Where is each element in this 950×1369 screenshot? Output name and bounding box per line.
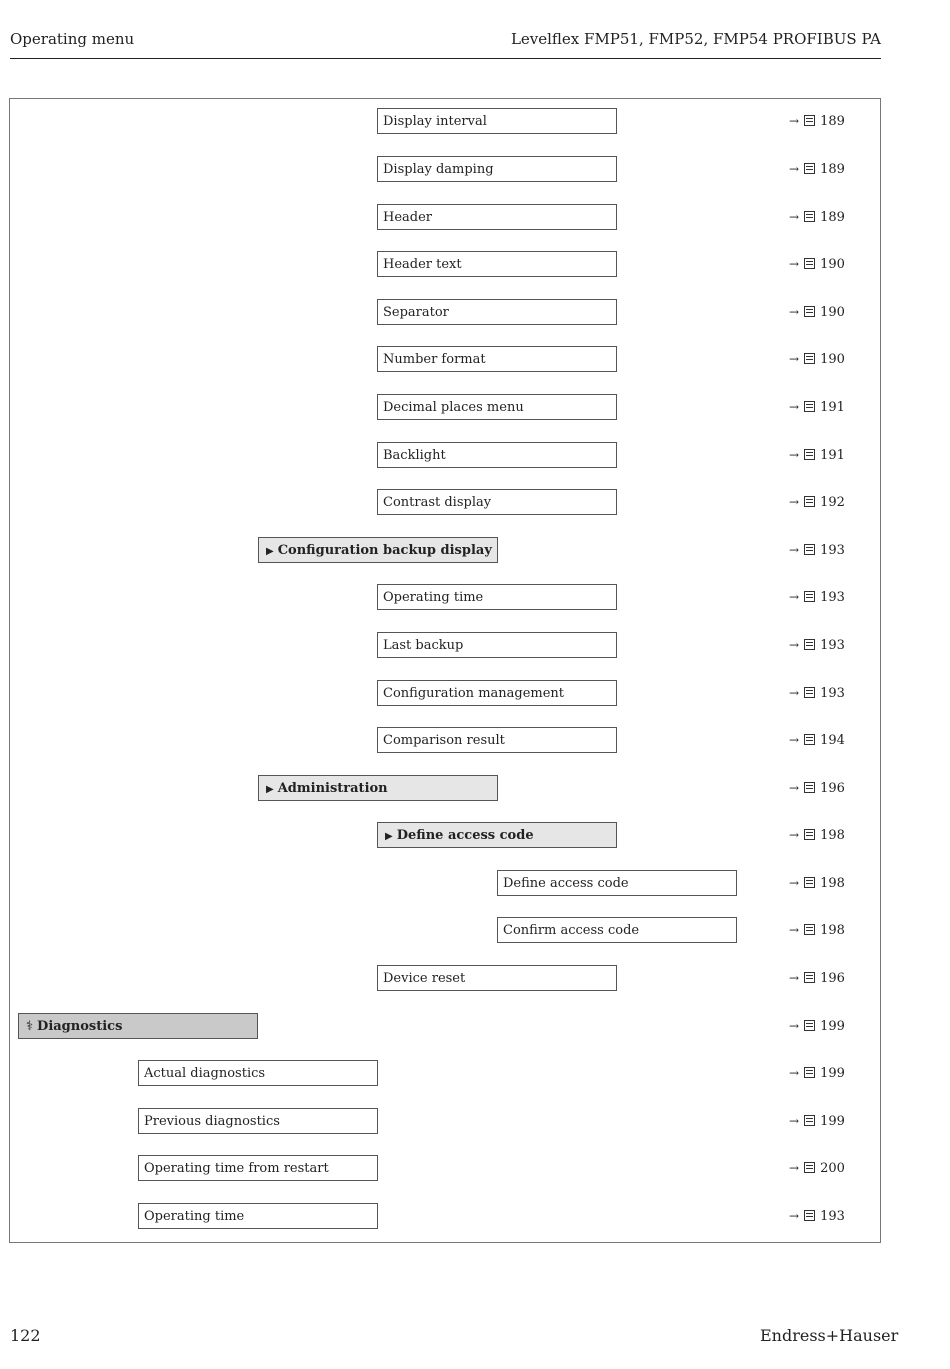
menu-item-decimal-places-menu[interactable] <box>377 394 617 420</box>
page-ref-number: 198 <box>820 923 845 938</box>
page-ref-number: 194 <box>820 733 845 748</box>
page-ref[interactable] <box>789 727 845 753</box>
menu-item-operating-time-from-restart[interactable] <box>138 1155 378 1181</box>
page-ref[interactable] <box>789 917 845 943</box>
submenu-label: Configuration backup display <box>277 543 492 558</box>
page-ref-number: 189 <box>820 162 845 177</box>
item-label: Configuration management <box>383 686 565 701</box>
page-ref-number: 199 <box>820 1114 845 1129</box>
book-icon <box>804 353 815 364</box>
item-label: Confirm access code <box>503 923 640 938</box>
page-ref[interactable] <box>789 537 845 563</box>
book-icon <box>804 782 815 793</box>
header-section-title: Operating menu <box>10 30 135 48</box>
menu-item-header[interactable] <box>377 204 617 230</box>
page-ref[interactable] <box>789 156 845 182</box>
triangle-right-icon: ▶ <box>266 546 274 557</box>
page-ref[interactable] <box>789 1060 845 1086</box>
page-ref-number: 189 <box>820 210 845 225</box>
item-label: Previous diagnostics <box>144 1114 280 1129</box>
arrow-right-icon: → <box>789 923 800 937</box>
item-label: Number format <box>383 352 486 367</box>
arrow-right-icon: → <box>789 686 800 700</box>
menu-item-number-format[interactable] <box>377 346 617 372</box>
triangle-right-icon: ▶ <box>385 831 393 842</box>
menu-item-configuration-management[interactable] <box>377 680 617 706</box>
book-icon <box>804 449 815 460</box>
menu-item-actual-diagnostics[interactable] <box>138 1060 378 1086</box>
page-ref[interactable] <box>789 965 845 991</box>
book-icon <box>804 687 815 698</box>
page-ref[interactable] <box>789 870 845 896</box>
item-label: Operating time <box>383 590 484 605</box>
book-icon <box>804 1162 815 1173</box>
menu-item-comparison-result[interactable] <box>377 727 617 753</box>
submenu-administration[interactable] <box>258 775 498 801</box>
page-ref-number: 200 <box>820 1161 845 1176</box>
arrow-right-icon: → <box>789 305 800 319</box>
page-ref-number: 191 <box>820 400 845 415</box>
item-label: Actual diagnostics <box>144 1066 266 1081</box>
page-ref-number: 193 <box>820 686 845 701</box>
page-ref-number: 193 <box>820 638 845 653</box>
arrow-right-icon: → <box>789 114 800 128</box>
menu-item-separator[interactable] <box>377 299 617 325</box>
item-label: Display damping <box>383 162 494 177</box>
page-ref[interactable] <box>789 822 845 848</box>
page-ref-number: 193 <box>820 1209 845 1224</box>
arrow-right-icon: → <box>789 1209 800 1223</box>
page-ref-number: 196 <box>820 971 845 986</box>
menu-item-previous-diagnostics[interactable] <box>138 1108 378 1134</box>
menu-label: Diagnostics <box>37 1019 123 1034</box>
book-icon <box>804 1210 815 1221</box>
item-label: Define access code <box>503 876 629 891</box>
menu-item-define-access-code[interactable] <box>497 870 737 896</box>
item-label: Backlight <box>383 448 446 463</box>
page-ref-number: 192 <box>820 495 845 510</box>
arrow-right-icon: → <box>789 210 800 224</box>
arrow-right-icon: → <box>789 257 800 271</box>
book-icon <box>804 401 815 412</box>
book-icon <box>804 163 815 174</box>
menu-item-contrast-display[interactable] <box>377 489 617 515</box>
page-ref[interactable] <box>789 394 845 420</box>
brand-name: Endress+Hauser <box>760 1326 899 1345</box>
arrow-right-icon: → <box>789 448 800 462</box>
arrow-right-icon: → <box>789 828 800 842</box>
page-ref-number: 196 <box>820 781 845 796</box>
submenu-label: Define access code <box>396 828 534 843</box>
page-ref-number: 198 <box>820 828 845 843</box>
item-label: Last backup <box>383 638 464 653</box>
page-ref-number: 193 <box>820 543 845 558</box>
item-label: Device reset <box>383 971 466 986</box>
item-label: Operating time <box>144 1209 245 1224</box>
arrow-right-icon: → <box>789 1161 800 1175</box>
arrow-right-icon: → <box>789 400 800 414</box>
stethoscope-icon: ⚕ <box>26 1019 34 1034</box>
page-ref-number: 190 <box>820 257 845 272</box>
item-label: Operating time from restart <box>144 1161 329 1176</box>
menu-item-last-backup[interactable] <box>377 632 617 658</box>
arrow-right-icon: → <box>789 971 800 985</box>
page-ref[interactable] <box>789 489 845 515</box>
arrow-right-icon: → <box>789 638 800 652</box>
arrow-right-icon: → <box>789 876 800 890</box>
submenu-label: Administration <box>277 781 388 796</box>
menu-item-backlight[interactable] <box>377 442 617 468</box>
book-icon <box>804 829 815 840</box>
submenu-configuration-backup-display[interactable] <box>258 537 498 563</box>
item-label: Decimal places menu <box>383 400 524 415</box>
book-icon <box>804 115 815 126</box>
arrow-right-icon: → <box>789 733 800 747</box>
page-ref[interactable] <box>789 680 845 706</box>
page-ref[interactable] <box>789 632 845 658</box>
page-ref-number: 190 <box>820 305 845 320</box>
arrow-right-icon: → <box>789 1019 800 1033</box>
book-icon <box>804 544 815 555</box>
page-ref[interactable] <box>789 251 845 277</box>
menu-item-display-damping[interactable] <box>377 156 617 182</box>
item-label: Comparison result <box>383 733 505 748</box>
book-icon <box>804 211 815 222</box>
arrow-right-icon: → <box>789 495 800 509</box>
item-label: Header text <box>383 257 462 272</box>
submenu-define-access-code[interactable] <box>377 822 617 848</box>
page-ref[interactable] <box>789 584 845 610</box>
menu-item-device-reset[interactable] <box>377 965 617 991</box>
page-number: 122 <box>10 1326 41 1345</box>
book-icon <box>804 734 815 745</box>
item-label: Header <box>383 210 433 225</box>
triangle-right-icon: ▶ <box>266 784 274 795</box>
menu-diagnostics[interactable] <box>18 1013 258 1039</box>
page-ref[interactable] <box>789 1108 845 1134</box>
book-icon <box>804 1020 815 1031</box>
arrow-right-icon: → <box>789 590 800 604</box>
item-label: Separator <box>383 305 449 320</box>
arrow-right-icon: → <box>789 352 800 366</box>
page-ref[interactable] <box>789 204 845 230</box>
page-ref-number: 191 <box>820 448 845 463</box>
page-ref[interactable] <box>789 1155 845 1181</box>
page-ref-number: 193 <box>820 590 845 605</box>
page-ref[interactable] <box>789 346 845 372</box>
arrow-right-icon: → <box>789 1114 800 1128</box>
arrow-right-icon: → <box>789 162 800 176</box>
menu-item-operating-time[interactable] <box>377 584 617 610</box>
page-ref[interactable] <box>789 299 845 325</box>
book-icon <box>804 639 815 650</box>
book-icon <box>804 1115 815 1126</box>
book-icon <box>804 972 815 983</box>
menu-item-confirm-access-code[interactable] <box>497 917 737 943</box>
arrow-right-icon: → <box>789 781 800 795</box>
book-icon <box>804 258 815 269</box>
page-ref-number: 199 <box>820 1066 845 1081</box>
page-ref-number: 199 <box>820 1019 845 1034</box>
book-icon <box>804 591 815 602</box>
book-icon <box>804 877 815 888</box>
page-ref[interactable] <box>789 1203 845 1229</box>
item-label: Contrast display <box>383 495 492 510</box>
page-ref[interactable] <box>789 775 845 801</box>
page-ref-number: 198 <box>820 876 845 891</box>
menu-item-header-text[interactable] <box>377 251 617 277</box>
arrow-right-icon: → <box>789 1066 800 1080</box>
item-label: Display interval <box>383 114 487 129</box>
page-ref-number: 190 <box>820 352 845 367</box>
menu-item-operating-time[interactable] <box>138 1203 378 1229</box>
page-ref[interactable] <box>789 108 845 134</box>
menu-item-display-interval[interactable] <box>377 108 617 134</box>
page-ref[interactable] <box>789 442 845 468</box>
book-icon <box>804 496 815 507</box>
page-ref-number: 189 <box>820 114 845 129</box>
book-icon <box>804 1067 815 1078</box>
book-icon <box>804 924 815 935</box>
page-ref[interactable] <box>789 1013 845 1039</box>
book-icon <box>804 306 815 317</box>
header-product-title: Levelflex FMP51, FMP52, FMP54 PROFIBUS PA <box>510 30 881 48</box>
arrow-right-icon: → <box>789 543 800 557</box>
page-header <box>10 30 881 59</box>
